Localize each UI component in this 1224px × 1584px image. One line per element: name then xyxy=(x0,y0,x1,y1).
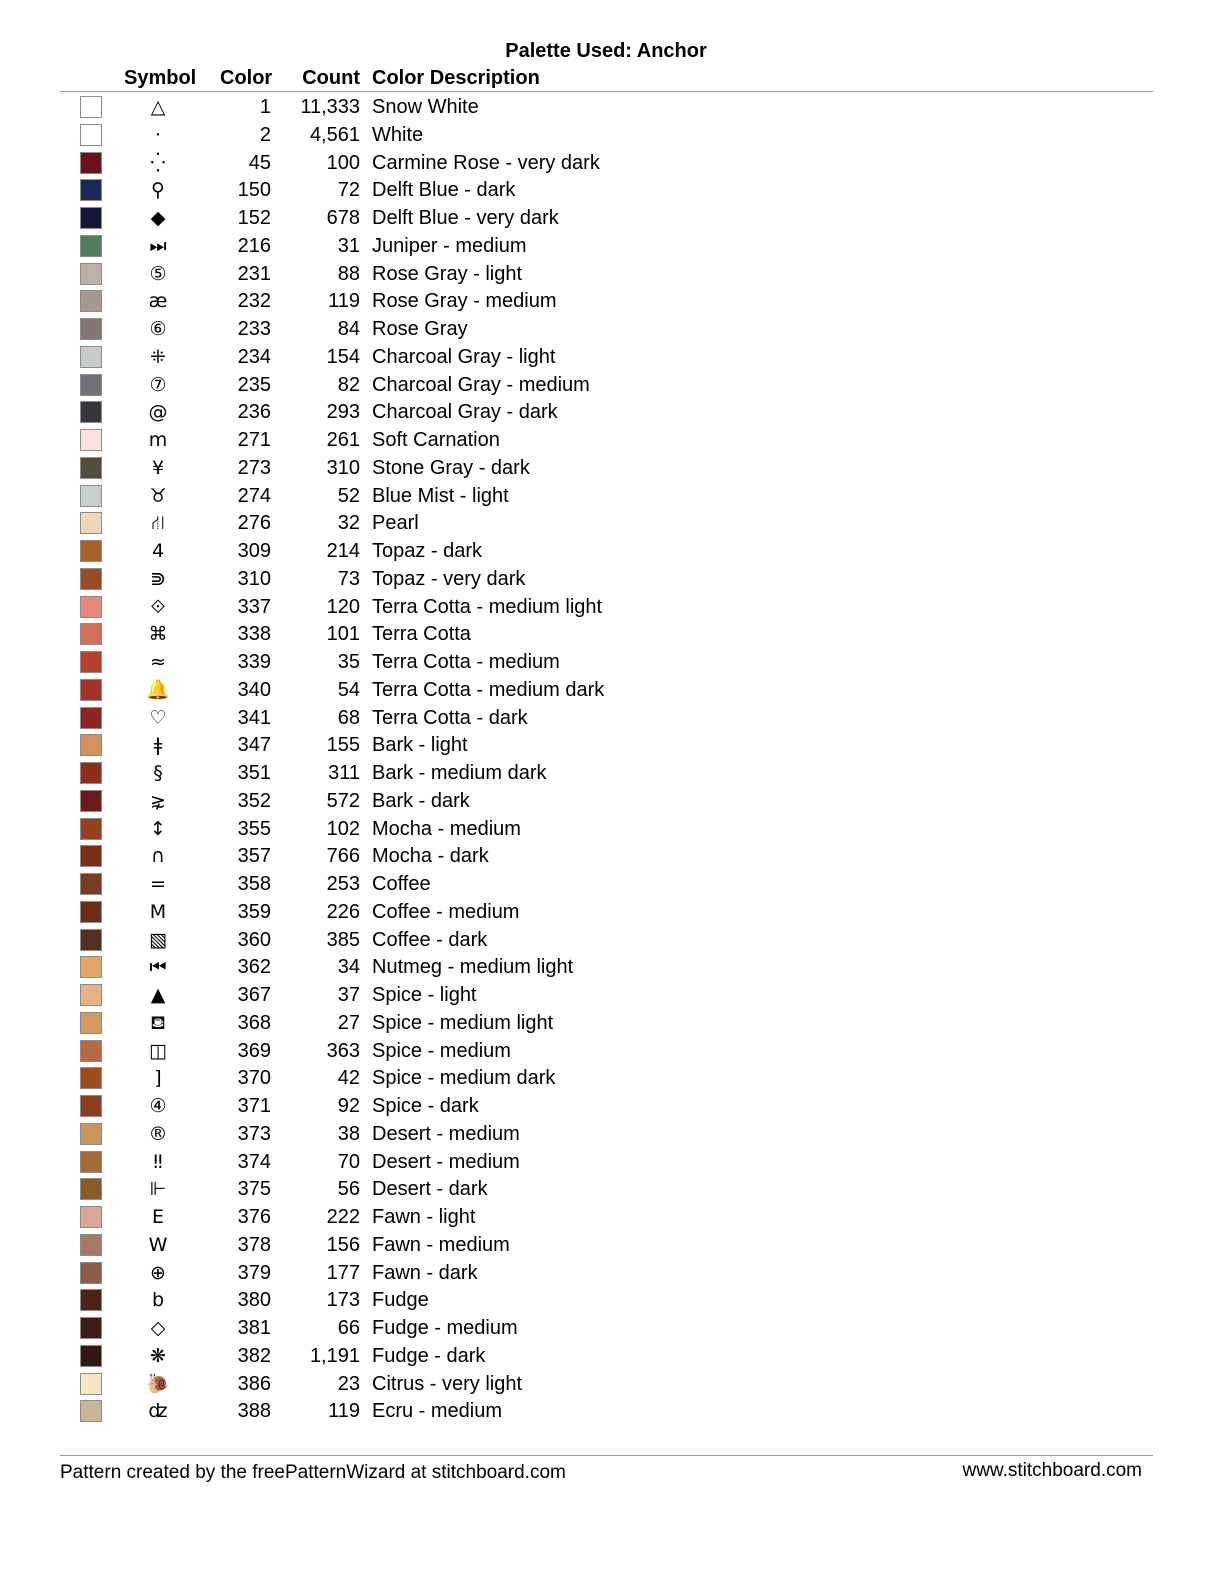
table-row xyxy=(0,399,1224,427)
color-swatch xyxy=(80,401,102,423)
table-row xyxy=(0,316,1224,344)
table-row xyxy=(0,1398,1224,1426)
count-cell: 37 xyxy=(337,984,360,1006)
count-cell: 42 xyxy=(337,1067,360,1090)
color-number-cell: 378 xyxy=(237,1233,271,1256)
footer-divider xyxy=(60,1455,1153,1456)
color-swatch xyxy=(80,956,102,978)
table-row xyxy=(0,1038,1224,1066)
table-header xyxy=(0,66,1224,90)
description-cell: White xyxy=(372,123,424,146)
description-cell: Pearl xyxy=(372,512,419,535)
description-cell: Coffee - dark xyxy=(372,928,488,951)
color-swatch xyxy=(80,651,102,673)
symbol-cell: 4 xyxy=(151,540,165,562)
count-cell: 31 xyxy=(337,234,360,257)
table-row xyxy=(0,538,1224,566)
description-cell: Mocha - medium xyxy=(372,817,521,840)
description-cell: Rose Gray - medium xyxy=(372,290,557,313)
symbol-cell: ⛾ xyxy=(150,1011,166,1034)
count-cell: 119 xyxy=(328,290,360,313)
table-row xyxy=(0,816,1224,844)
symbol-cell: E xyxy=(151,1206,164,1228)
table-row xyxy=(0,510,1224,538)
count-cell: 120 xyxy=(326,595,360,618)
count-cell: 261 xyxy=(326,429,360,451)
count-cell: 222 xyxy=(326,1206,360,1228)
description-cell: Terra Cotta - medium light xyxy=(372,595,603,618)
count-cell: 678 xyxy=(326,207,360,229)
color-number-cell: 235 xyxy=(237,373,271,396)
color-number-cell: 271 xyxy=(237,429,271,451)
count-cell: 154 xyxy=(326,345,360,368)
symbol-cell: ⑦ xyxy=(149,373,167,396)
symbol-cell: ⚲ xyxy=(151,179,165,202)
symbol-cell: ↕ xyxy=(150,817,166,840)
color-number-cell: 347 xyxy=(237,734,271,757)
symbol-cell: ⏮ xyxy=(149,956,167,979)
color-swatch xyxy=(80,1178,102,1200)
table-row xyxy=(0,1176,1224,1204)
color-swatch xyxy=(80,1123,102,1145)
table-row xyxy=(0,1010,1224,1038)
color-number-cell: 368 xyxy=(237,1011,271,1034)
color-number-cell: 309 xyxy=(237,540,271,562)
description-cell: Fawn - light xyxy=(372,1206,476,1228)
count-cell: 310 xyxy=(326,456,360,479)
table-row xyxy=(0,621,1224,649)
footer-credit: Pattern created by the freePatternWizard at stitchboard.com xyxy=(60,1462,566,1483)
count-cell: 73 xyxy=(337,567,360,590)
color-swatch xyxy=(80,790,102,812)
symbol-cell: æ xyxy=(148,290,168,313)
table-row xyxy=(0,288,1224,316)
count-cell: 70 xyxy=(337,1150,360,1173)
color-number-cell: 388 xyxy=(237,1400,271,1423)
description-cell: Bark - medium dark xyxy=(372,762,547,784)
count-cell: 34 xyxy=(337,956,360,979)
count-cell: 100 xyxy=(326,151,360,174)
table-row xyxy=(0,150,1224,178)
count-cell: 27 xyxy=(337,1011,360,1034)
symbol-cell: @ xyxy=(148,401,168,424)
color-swatch xyxy=(80,623,102,645)
description-cell: Terra Cotta xyxy=(372,623,471,646)
color-number-cell: 359 xyxy=(237,900,271,923)
table-row xyxy=(0,1065,1224,1093)
table-row xyxy=(0,982,1224,1010)
description-cell: Terra Cotta - medium xyxy=(372,651,560,673)
table-row xyxy=(0,677,1224,705)
color-swatch xyxy=(80,179,102,201)
color-number-cell: 341 xyxy=(237,706,271,729)
color-number-cell: 216 xyxy=(237,234,271,257)
count-cell: 173 xyxy=(326,1289,360,1312)
color-number-cell: 376 xyxy=(237,1206,271,1228)
count-cell: 155 xyxy=(326,734,360,757)
description-cell: Mocha - dark xyxy=(372,845,489,868)
color-swatch xyxy=(80,845,102,867)
count-cell: 385 xyxy=(326,928,360,951)
color-number-cell: 234 xyxy=(237,345,271,368)
count-cell: 4,561 xyxy=(309,123,360,146)
symbol-cell: W xyxy=(148,1233,168,1256)
count-cell: 363 xyxy=(326,1039,360,1062)
table-row xyxy=(0,1093,1224,1121)
count-cell: 156 xyxy=(326,1233,360,1256)
color-number-cell: 337 xyxy=(237,595,271,618)
color-number-cell: 1 xyxy=(259,96,271,118)
description-cell: Rose Gray xyxy=(372,318,468,340)
color-swatch xyxy=(80,1040,102,1062)
table-row xyxy=(0,788,1224,816)
color-number-cell: 379 xyxy=(237,1261,271,1284)
count-cell: 68 xyxy=(337,706,360,729)
table-row xyxy=(0,871,1224,899)
count-cell: 311 xyxy=(328,762,360,784)
table-row xyxy=(0,649,1224,677)
description-cell: Desert - medium xyxy=(372,1122,520,1145)
color-number-cell: 358 xyxy=(237,873,271,895)
count-cell: 102 xyxy=(326,817,360,840)
table-row xyxy=(0,1232,1224,1260)
count-cell: 177 xyxy=(326,1261,360,1284)
description-cell: Topaz - dark xyxy=(372,540,483,562)
color-swatch xyxy=(80,818,102,840)
symbol-cell: ⊕ xyxy=(150,1261,166,1284)
symbol-cell: M xyxy=(149,900,167,923)
color-number-cell: 231 xyxy=(237,262,271,285)
footer-website: www.stitchboard.com xyxy=(962,1460,1142,1481)
color-number-cell: 386 xyxy=(237,1372,271,1395)
count-cell: 52 xyxy=(337,484,360,507)
table-row xyxy=(0,177,1224,205)
description-cell: Charcoal Gray - medium xyxy=(372,373,590,396)
symbol-cell: ⏭ xyxy=(149,234,167,257)
table-row xyxy=(0,732,1224,760)
symbol-cell: ♉ xyxy=(149,484,167,507)
count-cell: 92 xyxy=(337,1095,360,1117)
color-number-cell: 360 xyxy=(237,928,271,951)
color-swatch xyxy=(80,318,102,340)
table-row xyxy=(0,233,1224,261)
symbol-cell: ⁜ xyxy=(150,345,166,368)
description-cell: Fawn - medium xyxy=(372,1233,510,1256)
count-cell: 293 xyxy=(326,401,360,424)
table-row xyxy=(0,1149,1224,1177)
color-number-cell: 375 xyxy=(237,1178,271,1201)
table-row xyxy=(0,760,1224,788)
description-cell: Bark - light xyxy=(372,734,468,757)
symbol-cell: ] xyxy=(154,1067,162,1090)
description-cell: Delft Blue - very dark xyxy=(372,207,559,229)
column-header-description: Color Description xyxy=(372,67,540,89)
description-cell: Fudge xyxy=(372,1289,429,1312)
count-cell: 766 xyxy=(326,845,360,868)
table-row xyxy=(0,1371,1224,1399)
color-swatch xyxy=(80,1206,102,1228)
color-swatch xyxy=(80,929,102,951)
color-number-cell: 369 xyxy=(237,1039,271,1062)
description-cell: Rose Gray - light xyxy=(372,262,523,285)
table-row xyxy=(0,344,1224,372)
symbol-cell: ▧ xyxy=(149,928,167,951)
table-row xyxy=(0,1260,1224,1288)
table-row xyxy=(0,566,1224,594)
color-swatch xyxy=(80,596,102,618)
count-cell: 88 xyxy=(337,262,360,285)
description-cell: Snow White xyxy=(372,96,479,118)
color-number-cell: 371 xyxy=(237,1095,271,1117)
color-swatch xyxy=(80,1151,102,1173)
symbol-cell: ⋧ xyxy=(150,789,166,812)
color-swatch xyxy=(80,1262,102,1284)
description-cell: Desert - medium xyxy=(372,1150,520,1173)
color-number-cell: 276 xyxy=(237,512,271,535)
symbol-cell: ≈ xyxy=(150,651,166,673)
count-cell: 54 xyxy=(337,678,360,701)
color-swatch xyxy=(80,152,102,174)
color-number-cell: 373 xyxy=(237,1122,271,1145)
count-cell: 84 xyxy=(337,318,360,340)
symbol-cell: 🔔 xyxy=(146,678,170,701)
color-swatch xyxy=(80,485,102,507)
color-swatch xyxy=(80,457,102,479)
description-cell: Delft Blue - dark xyxy=(372,179,516,202)
color-number-cell: 274 xyxy=(237,484,271,507)
symbol-cell: b xyxy=(151,1289,165,1312)
table-row xyxy=(0,899,1224,927)
description-cell: Desert - dark xyxy=(372,1178,488,1201)
color-number-cell: 2 xyxy=(259,123,271,146)
color-swatch xyxy=(80,734,102,756)
color-swatch xyxy=(80,1373,102,1395)
symbol-cell: ⋑ xyxy=(150,567,166,590)
description-cell: Fudge - dark xyxy=(372,1344,486,1367)
palette-table xyxy=(0,94,1224,1426)
count-cell: 23 xyxy=(337,1372,360,1395)
column-header-symbol: Symbol xyxy=(124,67,197,89)
color-number-cell: 374 xyxy=(237,1150,271,1173)
table-row xyxy=(0,261,1224,289)
table-row xyxy=(0,1121,1224,1149)
color-swatch xyxy=(80,679,102,701)
description-cell: Citrus - very light xyxy=(372,1372,523,1395)
symbol-cell: ▲ xyxy=(150,984,166,1006)
color-swatch xyxy=(80,207,102,229)
symbol-cell: ⊩ xyxy=(149,1178,167,1201)
color-swatch xyxy=(80,124,102,146)
symbol-cell: ⑥ xyxy=(149,318,167,340)
color-number-cell: 351 xyxy=(237,762,271,784)
description-cell: Coffee xyxy=(372,873,431,895)
table-row xyxy=(0,843,1224,871)
description-cell: Fudge - medium xyxy=(372,1317,518,1339)
color-swatch xyxy=(80,707,102,729)
symbol-cell: △ xyxy=(150,96,166,118)
description-cell: Terra Cotta - dark xyxy=(372,706,528,729)
color-number-cell: 381 xyxy=(237,1317,271,1339)
color-number-cell: 233 xyxy=(237,318,271,340)
color-swatch xyxy=(80,984,102,1006)
color-swatch xyxy=(80,1317,102,1339)
color-number-cell: 362 xyxy=(237,956,271,979)
color-number-cell: 357 xyxy=(237,845,271,868)
symbol-cell: · xyxy=(154,123,162,146)
count-cell: 35 xyxy=(337,651,360,673)
description-cell: Fawn - dark xyxy=(372,1261,478,1284)
symbol-cell: ❋ xyxy=(150,1344,166,1367)
color-number-cell: 232 xyxy=(237,290,271,313)
count-cell: 572 xyxy=(326,789,360,812)
symbol-cell: ⌘ xyxy=(148,623,168,646)
count-cell: 253 xyxy=(326,873,360,895)
count-cell: 56 xyxy=(337,1178,360,1201)
symbol-cell: ④ xyxy=(149,1095,167,1117)
color-swatch xyxy=(80,290,102,312)
count-cell: 38 xyxy=(337,1122,360,1145)
table-row xyxy=(0,94,1224,122)
table-row xyxy=(0,455,1224,483)
color-number-cell: 355 xyxy=(237,817,271,840)
color-swatch xyxy=(80,873,102,895)
header-divider xyxy=(60,91,1153,92)
symbol-cell: ⁛ xyxy=(150,151,166,174)
count-cell: 1,191 xyxy=(309,1344,360,1367)
description-cell: Soft Carnation xyxy=(372,429,500,451)
symbol-cell: 🐌 xyxy=(146,1372,170,1395)
color-swatch xyxy=(80,1095,102,1117)
symbol-cell: m xyxy=(148,429,168,451)
symbol-cell: ⛙ xyxy=(151,512,165,535)
color-swatch xyxy=(80,346,102,368)
count-cell: 214 xyxy=(326,540,360,562)
table-row xyxy=(0,122,1224,150)
color-number-cell: 236 xyxy=(237,401,271,424)
color-swatch xyxy=(80,1400,102,1422)
symbol-cell: ◇ xyxy=(150,1317,166,1339)
count-cell: 32 xyxy=(337,512,360,535)
table-row xyxy=(0,594,1224,622)
table-row xyxy=(0,1343,1224,1371)
page-title: Palette Used: Anchor xyxy=(505,40,707,62)
count-cell: 101 xyxy=(326,623,360,646)
symbol-cell: ♡ xyxy=(149,706,167,729)
description-cell: Charcoal Gray - light xyxy=(372,345,556,368)
table-row xyxy=(0,705,1224,733)
description-cell: Juniper - medium xyxy=(372,234,527,257)
table-row xyxy=(0,1204,1224,1232)
table-row xyxy=(0,205,1224,233)
description-cell: Ecru - medium xyxy=(372,1400,503,1423)
color-number-cell: 152 xyxy=(237,207,271,229)
color-swatch xyxy=(80,1012,102,1034)
description-cell: Spice - medium light xyxy=(372,1011,554,1034)
symbol-cell: ǂ xyxy=(153,734,163,757)
description-cell: Spice - medium dark xyxy=(372,1067,556,1090)
color-number-cell: 352 xyxy=(237,789,271,812)
color-number-cell: 367 xyxy=(237,984,271,1006)
table-row xyxy=(0,1287,1224,1315)
description-cell: Bark - dark xyxy=(372,789,470,812)
description-cell: Stone Gray - dark xyxy=(372,456,530,479)
table-row xyxy=(0,427,1224,455)
description-cell: Carmine Rose - very dark xyxy=(372,151,600,174)
color-number-cell: 370 xyxy=(237,1067,271,1090)
symbol-cell: ® xyxy=(148,1122,168,1145)
symbol-cell: ⟐ xyxy=(150,595,166,618)
color-swatch xyxy=(80,1289,102,1311)
table-row xyxy=(0,372,1224,400)
symbol-cell: § xyxy=(153,762,163,784)
symbol-cell: ⑤ xyxy=(149,262,167,285)
symbol-cell: ◫ xyxy=(149,1039,167,1062)
description-cell: Charcoal Gray - dark xyxy=(372,401,558,424)
count-cell: 82 xyxy=(337,373,360,396)
color-number-cell: 338 xyxy=(237,623,271,646)
count-cell: 119 xyxy=(328,1400,360,1423)
description-cell: Blue Mist - light xyxy=(372,484,509,507)
color-swatch xyxy=(80,96,102,118)
color-swatch xyxy=(80,1234,102,1256)
color-swatch xyxy=(80,540,102,562)
symbol-cell: = xyxy=(150,873,166,895)
symbol-cell: ʣ xyxy=(148,1400,168,1423)
description-cell: Spice - light xyxy=(372,984,477,1006)
color-swatch xyxy=(80,429,102,451)
symbol-cell: ‼ xyxy=(153,1150,163,1173)
color-swatch xyxy=(80,512,102,534)
color-number-cell: 310 xyxy=(237,567,271,590)
color-number-cell: 273 xyxy=(237,456,271,479)
description-cell: Topaz - very dark xyxy=(372,567,526,590)
symbol-cell: ◆ xyxy=(150,207,166,229)
color-number-cell: 380 xyxy=(237,1289,271,1312)
color-swatch xyxy=(80,568,102,590)
color-number-cell: 340 xyxy=(237,678,271,701)
color-swatch xyxy=(80,901,102,923)
count-cell: 66 xyxy=(337,1317,360,1339)
table-row xyxy=(0,1315,1224,1343)
description-cell: Coffee - medium xyxy=(372,900,520,923)
description-cell: Spice - dark xyxy=(372,1095,479,1117)
count-cell: 72 xyxy=(337,179,360,202)
table-row xyxy=(0,954,1224,982)
color-swatch xyxy=(80,1345,102,1367)
color-number-cell: 339 xyxy=(237,651,271,673)
color-swatch xyxy=(80,235,102,257)
color-number-cell: 45 xyxy=(248,151,271,174)
count-cell: 226 xyxy=(326,900,360,923)
column-header-count: Count xyxy=(302,67,360,89)
color-number-cell: 150 xyxy=(237,179,271,202)
count-cell: 11,333 xyxy=(300,96,360,118)
color-swatch xyxy=(80,1067,102,1089)
color-number-cell: 382 xyxy=(237,1344,271,1367)
description-cell: Terra Cotta - medium dark xyxy=(372,678,605,701)
description-cell: Spice - medium xyxy=(372,1039,511,1062)
symbol-cell: ∩ xyxy=(151,845,165,868)
color-swatch xyxy=(80,762,102,784)
description-cell: Nutmeg - medium light xyxy=(372,956,574,979)
table-row xyxy=(0,927,1224,955)
color-swatch xyxy=(80,374,102,396)
symbol-cell: ¥ xyxy=(151,456,165,479)
column-header-color: Color xyxy=(220,67,273,89)
color-swatch xyxy=(80,263,102,285)
table-row xyxy=(0,483,1224,511)
